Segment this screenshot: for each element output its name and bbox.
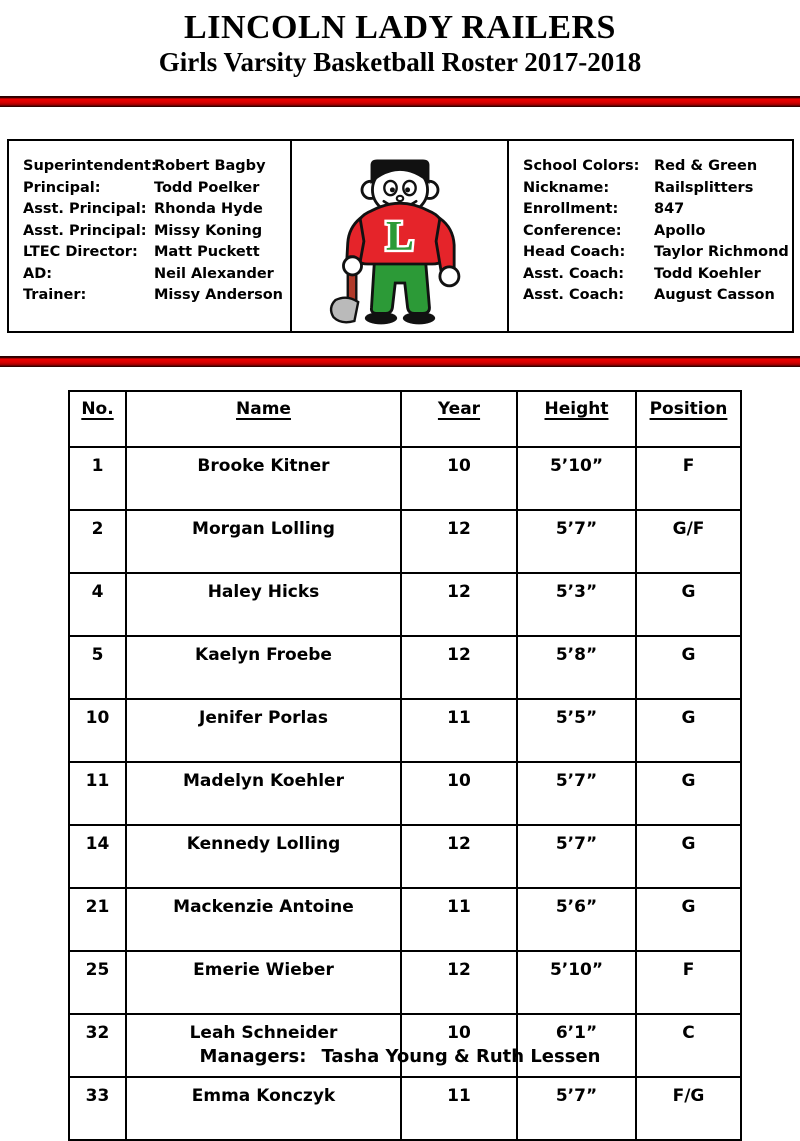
cell-no: 5 — [69, 636, 126, 699]
cell-name: Emerie Wieber — [126, 951, 401, 1014]
info-value: Missy Koning — [154, 222, 263, 239]
cell-name: Madelyn Koehler — [126, 762, 401, 825]
info-value: Apollo — [654, 222, 706, 239]
cell-name: Mackenzie Antoine — [126, 888, 401, 951]
roster-row — [69, 699, 741, 762]
info-value: Rhonda Hyde — [154, 201, 263, 217]
cell-name: Morgan Lolling — [126, 510, 401, 573]
info-label: AD: — [23, 265, 53, 282]
info-value: Taylor Richmond — [654, 244, 789, 260]
info-value: August Casson — [654, 287, 775, 303]
cell-year: 12 — [401, 510, 517, 573]
column-header-year: Year — [401, 391, 517, 447]
cell-height: 5’8” — [517, 636, 636, 699]
cell-year: 12 — [401, 825, 517, 888]
managers-names: Tasha Young & Ruth Lessen — [321, 1046, 601, 1067]
info-label: Principal: — [23, 179, 101, 196]
cell-year: 12 — [401, 951, 517, 1014]
info-label: School Colors: — [523, 158, 640, 174]
red-divider-top — [0, 96, 800, 107]
roster-body — [69, 447, 741, 1140]
info-row — [523, 285, 788, 307]
info-row — [23, 156, 286, 178]
cell-year: 10 — [401, 1014, 517, 1077]
info-value: Neil Alexander — [154, 265, 274, 282]
info-label: Trainer: — [23, 287, 87, 303]
cell-height: 5’10” — [517, 447, 636, 510]
info-label: Enrollment: — [523, 201, 619, 217]
roster-table — [68, 390, 742, 1141]
info-row — [23, 221, 286, 243]
staff-info-rows — [23, 156, 286, 307]
cell-position: F/G — [636, 1077, 741, 1140]
info-label: LTEC Director: — [23, 244, 138, 260]
info-row — [523, 156, 788, 178]
column-header-height: Height — [517, 391, 636, 447]
mascot-fist — [439, 267, 458, 286]
school-info-rows — [523, 156, 788, 307]
mascot-pants — [371, 262, 429, 313]
info-label: Asst. Coach: — [523, 265, 625, 282]
info-row — [23, 242, 286, 264]
cell-height: 5’10” — [517, 951, 636, 1014]
cell-year: 11 — [401, 888, 517, 951]
mascot-fist — [343, 257, 361, 275]
mascot-eye — [384, 181, 396, 195]
roster-row — [69, 636, 741, 699]
school-info-box — [7, 139, 794, 333]
cell-year: 11 — [401, 699, 517, 762]
cell-position: G — [636, 888, 741, 951]
cell-year: 12 — [401, 573, 517, 636]
info-row — [23, 285, 286, 307]
roster-row — [69, 573, 741, 636]
info-value: Todd Poelker — [154, 179, 260, 196]
cell-year: 12 — [401, 636, 517, 699]
info-row — [523, 221, 788, 243]
cell-name: Jenifer Porlas — [126, 699, 401, 762]
roster-row — [69, 510, 741, 573]
roster-row — [69, 762, 741, 825]
info-label: Asst. Coach: — [523, 287, 625, 303]
roster-header-row — [69, 391, 741, 447]
info-label: Nickname: — [523, 179, 610, 196]
mascot-letter-L: L — [385, 213, 414, 260]
cell-no: 32 — [69, 1014, 126, 1077]
page-title: LINCOLN LADY RAILERS — [184, 9, 616, 46]
info-value: Todd Koehler — [654, 265, 761, 282]
cell-position: G — [636, 762, 741, 825]
railsplitter-mascot-icon — [324, 149, 476, 341]
red-divider-bottom — [0, 356, 800, 367]
info-value: Red & Green — [654, 158, 758, 174]
roster-row — [69, 951, 741, 1014]
cell-no: 21 — [69, 888, 126, 951]
cell-position: G — [636, 636, 741, 699]
mascot-panel — [290, 139, 509, 333]
cell-no: 4 — [69, 573, 126, 636]
cell-name: Kaelyn Froebe — [126, 636, 401, 699]
column-header-name: Name — [126, 391, 401, 447]
cell-height: 5’7” — [517, 762, 636, 825]
info-label: Conference: — [523, 222, 622, 239]
mascot-nose — [396, 196, 402, 201]
cell-height: 5’7” — [517, 510, 636, 573]
cell-name: Leah Schneider — [126, 1014, 401, 1077]
info-row — [23, 199, 286, 221]
cell-position: F — [636, 951, 741, 1014]
info-row — [523, 264, 788, 286]
cell-no: 33 — [69, 1077, 126, 1140]
info-label: Asst. Principal: — [23, 201, 147, 217]
roster-row — [69, 888, 741, 951]
staff-info-panel — [7, 139, 292, 333]
info-value: 847 — [654, 201, 685, 217]
mascot-eye — [403, 181, 415, 195]
cell-name: Brooke Kitner — [126, 447, 401, 510]
cell-position: C — [636, 1014, 741, 1077]
cell-no: 2 — [69, 510, 126, 573]
mascot-shoe — [364, 312, 396, 324]
cell-year: 10 — [401, 762, 517, 825]
cell-height: 5’7” — [517, 825, 636, 888]
cell-year: 11 — [401, 1077, 517, 1140]
mascot-shoe — [402, 312, 434, 324]
cell-position: G — [636, 573, 741, 636]
cell-height: 5’6” — [517, 888, 636, 951]
school-info-panel — [507, 139, 794, 333]
info-row — [23, 264, 286, 286]
column-header-no: No. — [69, 391, 126, 447]
cell-name: Emma Konczyk — [126, 1077, 401, 1140]
column-header-position: Position — [636, 391, 741, 447]
cell-position: G/F — [636, 510, 741, 573]
info-value: Matt Puckett — [154, 244, 260, 260]
cell-no: 14 — [69, 825, 126, 888]
page-subtitle: Girls Varsity Basketball Roster 2017-2018 — [158, 47, 642, 77]
mascot-arm — [436, 218, 454, 269]
cell-no: 25 — [69, 951, 126, 1014]
info-value: Missy Anderson — [154, 287, 283, 303]
axe-head-icon — [331, 298, 358, 323]
info-row — [523, 242, 788, 264]
info-label: Head Coach: — [523, 244, 626, 260]
info-row — [523, 199, 788, 221]
cell-position: G — [636, 699, 741, 762]
managers-label: Managers: — [199, 1046, 307, 1067]
cell-name: Kennedy Lolling — [126, 825, 401, 888]
cell-height: 5’3” — [517, 573, 636, 636]
cell-no: 10 — [69, 699, 126, 762]
info-value: Robert Bagby — [154, 158, 266, 174]
cell-height: 5’5” — [517, 699, 636, 762]
info-label: Asst. Principal: — [23, 222, 147, 239]
cell-position: F — [636, 447, 741, 510]
roster-row — [69, 1077, 741, 1140]
cell-no: 11 — [69, 762, 126, 825]
cell-no: 1 — [69, 447, 126, 510]
info-label: Superintendent: — [23, 158, 157, 174]
info-row — [23, 178, 286, 200]
managers-line — [0, 1046, 800, 1067]
cell-height: 6’1” — [517, 1014, 636, 1077]
cell-year: 10 — [401, 447, 517, 510]
roster-row — [69, 447, 741, 510]
cell-height: 5’7” — [517, 1077, 636, 1140]
info-value: Railsplitters — [654, 179, 754, 196]
cell-name: Haley Hicks — [126, 573, 401, 636]
info-row — [523, 178, 788, 200]
cell-position: G — [636, 825, 741, 888]
roster-row — [69, 825, 741, 888]
